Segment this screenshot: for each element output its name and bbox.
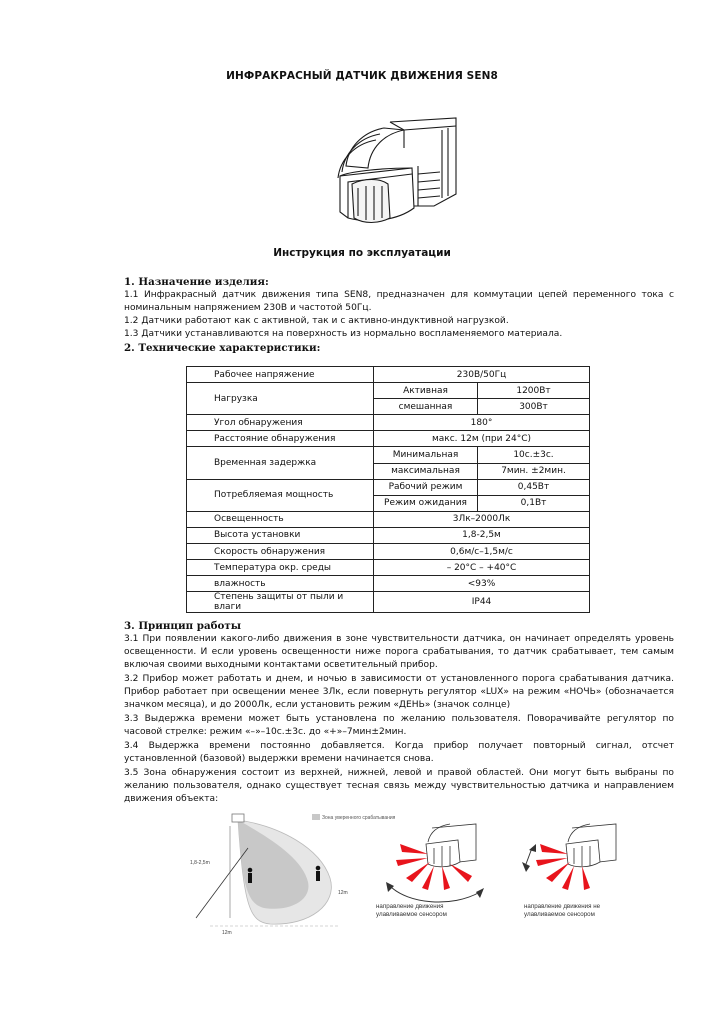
spec-sublabel: смешанная xyxy=(374,399,478,415)
table-row xyxy=(187,592,590,613)
spec-sublabel: Активная xyxy=(374,383,478,399)
spec-value: 1200Вт xyxy=(478,383,590,399)
spec-value: 7мин. ±2мин. xyxy=(478,463,590,479)
direction-arrow xyxy=(390,886,480,902)
detection-zone-diagram xyxy=(190,808,396,938)
direction-not-captured-diagram xyxy=(520,808,648,920)
height-label: 1,8-2,5m xyxy=(190,860,210,866)
instruction-subtitle: Инструкция по эксплуатации xyxy=(273,247,451,259)
spec-value: 0,6м/с–1,5м/с xyxy=(374,544,590,560)
sensor-icon xyxy=(426,824,476,867)
table-row xyxy=(187,479,590,495)
spec-value: 10с.±3с. xyxy=(478,447,590,463)
spec-value: 0,1Вт xyxy=(478,495,590,511)
zone-legend-label: Зона уверенного срабатывания xyxy=(322,815,396,821)
table-row xyxy=(187,383,590,399)
table-row xyxy=(187,544,590,560)
direction-captured-diagram xyxy=(372,808,516,920)
spec-table xyxy=(186,366,590,613)
arrow-head-up xyxy=(529,844,536,852)
table-row xyxy=(187,367,590,383)
caption-line-1: направление движения не xyxy=(524,903,601,910)
spec-value: 180° xyxy=(374,415,590,431)
spec-sublabel: Режим ожидания xyxy=(374,495,478,511)
table-row xyxy=(187,511,590,527)
spec-value: 0,45Вт xyxy=(478,479,590,495)
spec-label: Потребляемая мощность xyxy=(187,479,374,511)
caption-line-2: улавливаемое сенсором xyxy=(524,911,595,918)
section-1-heading: 1. Назначение изделия: xyxy=(124,276,269,288)
document-title: ИНФРАКРАСНЫЙ ДАТЧИК ДВИЖЕНИЯ SEN8 xyxy=(226,70,498,82)
section-1-paragraph-3: 1.3 Датчики устанавливаются на поверхность из нормально воспламеняемого материала. xyxy=(124,329,563,339)
spec-label: Температура окр. среды xyxy=(187,560,374,576)
section-1-paragraph-1: 1.1 Инфракрасный датчик движения типа SEN8, предназначен для коммутации цепей переменного тока с номинальным напряжением 230В и частотой 50Гц. xyxy=(124,290,674,314)
table-row xyxy=(187,415,590,431)
spec-label: Скорость обнаружения xyxy=(187,544,374,560)
table-row xyxy=(187,576,590,592)
table-row xyxy=(187,527,590,543)
spec-value: IP44 xyxy=(374,592,590,613)
spec-label: Угол обнаружения xyxy=(187,415,374,431)
spec-sublabel: Минимальная xyxy=(374,447,478,463)
spec-value: макс. 12м (при 24°С) xyxy=(374,431,590,447)
sensor-icon xyxy=(232,814,244,822)
spec-value: – 20°С – +40°С xyxy=(374,560,590,576)
caption-line-1: направление движения xyxy=(376,903,444,910)
ground-line xyxy=(196,848,248,918)
spec-label: Освещенность xyxy=(187,511,374,527)
spec-label: Нагрузка xyxy=(187,383,374,415)
spec-label: Степень защиты от пыли и влаги xyxy=(187,592,374,613)
spec-label: влажность xyxy=(187,576,374,592)
section-3-paragraph-4: 3.4 Выдержка времени постоянно добавляется. Когда прибор получает повторный сигнал, отсчет установленной (базовой) выдержки времени начинается снова. xyxy=(124,741,674,765)
arrow-head-left xyxy=(386,882,394,892)
spec-sublabel: максимальная xyxy=(374,463,478,479)
range-label-right: 12m xyxy=(338,890,348,896)
person-icon xyxy=(316,866,321,881)
spec-label: Временная задержка xyxy=(187,447,374,479)
table-row xyxy=(187,431,590,447)
section-3-paragraph-5: 3.5 Зона обнаружения состоит из верхней, нижней, левой и правой областей. Они могут быть выбраны по желанию пользователя, однако существует тесная связь между чувствительностью датчика и направлением движения объекта: xyxy=(124,768,674,805)
spec-label: Расстояние обнаружения xyxy=(187,431,374,447)
section-3-paragraph-2: 3.2 Прибор может работать и днем, и ночью в зависимости от установленного порога срабатывания датчика. Прибор работает при освещении менее 3Лк, если повернуть регулятор «LUX» на режим «НОЧЬ» (обозначается значком месяца), и до 2000Лк, если установить режим «ДЕНЬ» (значок солнце) xyxy=(124,674,674,711)
section-3-paragraph-1: 3.1 При появлении какого-либо движения в зоне чувствительности датчика, он начинает определять уровень освещенности. И если уровень освещенности ниже порога срабатывания, то датчик срабатывает, тем самым включая своими выходными контактами осветительный прибор. xyxy=(124,634,674,671)
spec-sublabel: Рабочий режим xyxy=(374,479,478,495)
arrow-head-right xyxy=(476,888,484,898)
spec-value: <93% xyxy=(374,576,590,592)
legend-swatch xyxy=(312,814,320,820)
table-row xyxy=(187,447,590,463)
section-3-heading: 3. Принцип работы xyxy=(124,620,242,632)
section-1-paragraph-2: 1.2 Датчики работают как с активной, так и с активно-индуктивной нагрузкой. xyxy=(124,316,509,326)
table-row xyxy=(187,560,590,576)
section-2-heading: 2. Технические характеристики: xyxy=(124,342,321,354)
sensor-illustration xyxy=(318,108,460,236)
spec-value: 3Лк–2000Лк xyxy=(374,511,590,527)
spec-label: Рабочее напряжение xyxy=(187,367,374,383)
caption-line-2: улавливаемое сенсором xyxy=(376,911,447,918)
section-3-paragraph-3: 3.3 Выдержка времени может быть установлена по желанию пользователя. Поворачивайте регулятор по часовой стрелке: режим «–»–10с.±3с. до «+»–7мин±2мин. xyxy=(124,714,674,738)
person-icon xyxy=(248,868,253,883)
spec-value: 300Вт xyxy=(478,399,590,415)
spec-value: 1,8-2,5м xyxy=(374,527,590,543)
sensor-icon xyxy=(566,824,616,867)
spec-label: Высота установки xyxy=(187,527,374,543)
range-label-left: 12m xyxy=(222,930,232,936)
spec-value: 230В/50Гц xyxy=(374,367,590,383)
